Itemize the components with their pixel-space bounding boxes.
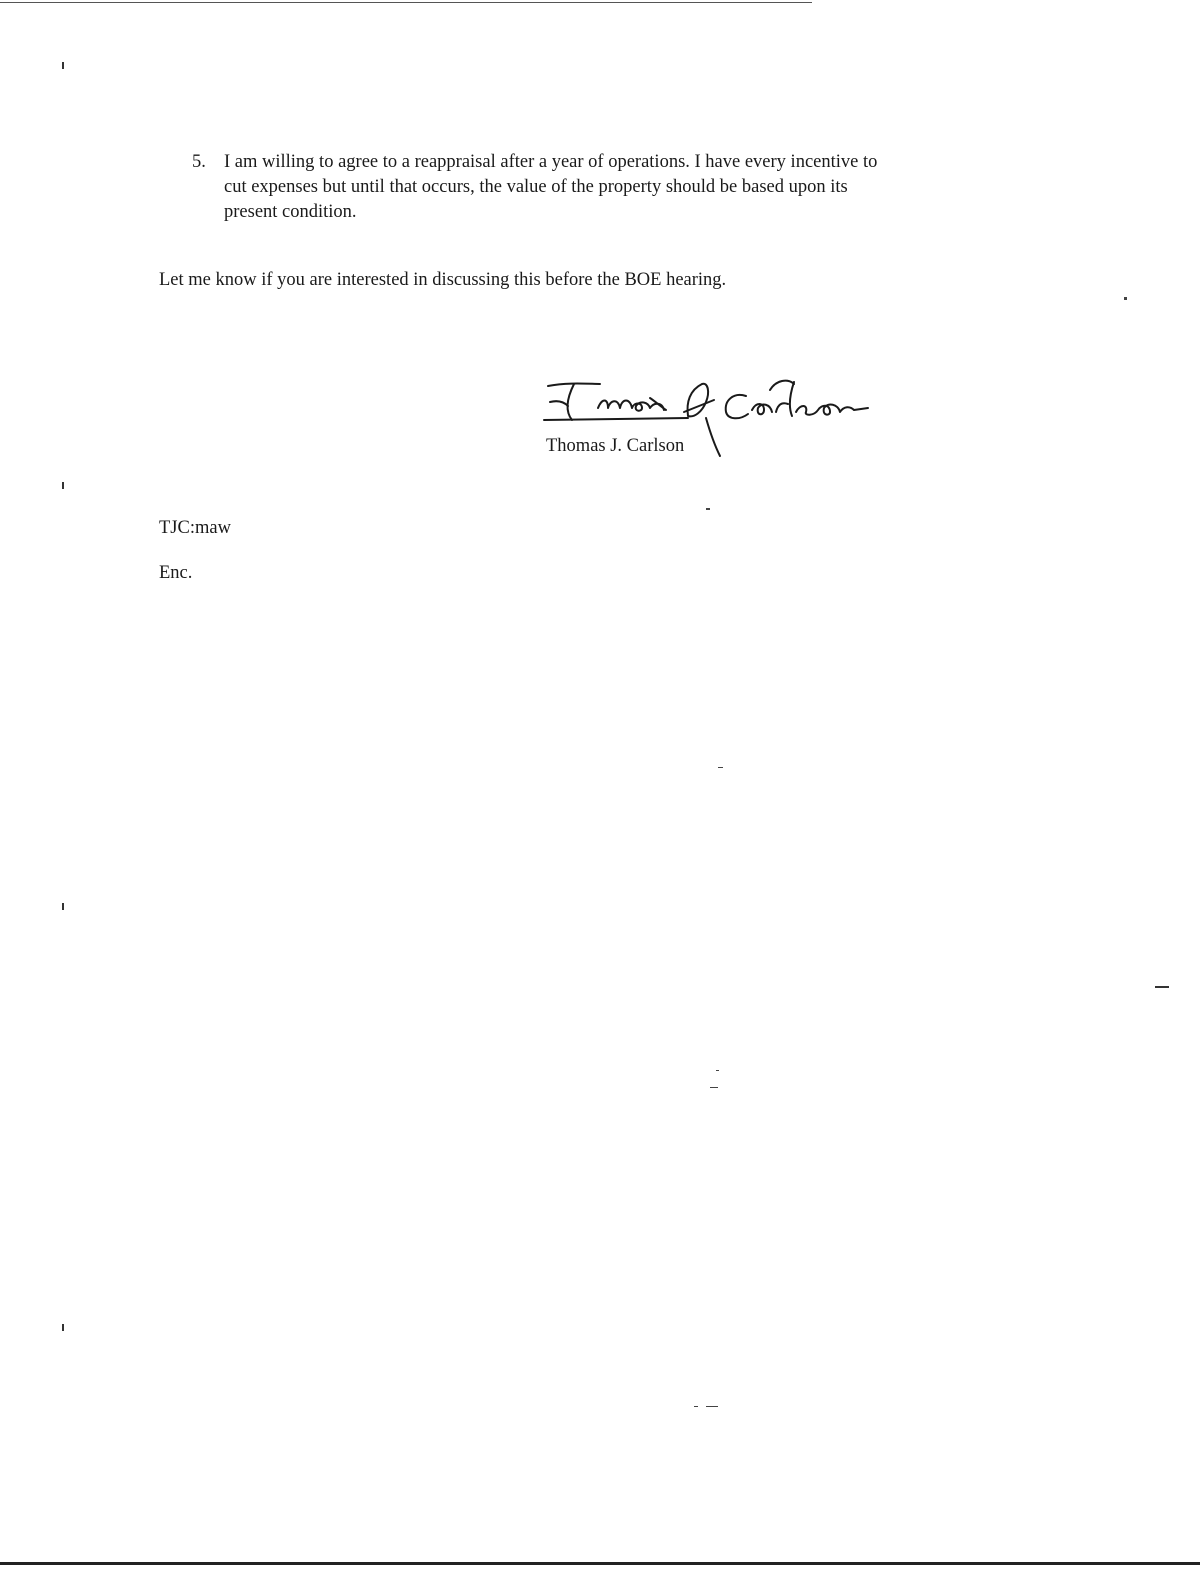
scan-speck bbox=[716, 1070, 719, 1071]
list-item-text bbox=[224, 150, 1004, 225]
scan-bottom-edge-line bbox=[0, 1562, 1200, 1565]
closing-sentence: Let me know if you are interested in discussing this before the BOE hearing. bbox=[159, 270, 727, 290]
scan-speck bbox=[1124, 297, 1127, 300]
enclosure-notation: Enc. bbox=[159, 563, 193, 583]
punch-mark bbox=[62, 482, 64, 489]
scan-speck bbox=[706, 508, 710, 510]
list-item-number: 5. bbox=[192, 152, 206, 172]
scan-speck bbox=[718, 767, 723, 768]
punch-mark bbox=[62, 903, 64, 910]
punch-mark bbox=[62, 1324, 64, 1331]
reference-initials: TJC:maw bbox=[159, 518, 231, 538]
scan-margin-dash bbox=[1155, 986, 1169, 988]
list-item-line: I am willing to agree to a reappraisal after a year of operations. I have every incentive to bbox=[224, 152, 878, 172]
scan-top-edge-line bbox=[0, 2, 812, 3]
punch-mark bbox=[62, 62, 64, 69]
list-item-line: present condition. bbox=[224, 202, 357, 222]
list-item-line: cut expenses but until that occurs, the value of the property should be based upon its bbox=[224, 177, 848, 197]
signer-typed-name: Thomas J. Carlson bbox=[546, 436, 685, 456]
scan-speck bbox=[710, 1087, 718, 1088]
scan-speck bbox=[694, 1406, 698, 1407]
scan-speck bbox=[706, 1406, 718, 1407]
